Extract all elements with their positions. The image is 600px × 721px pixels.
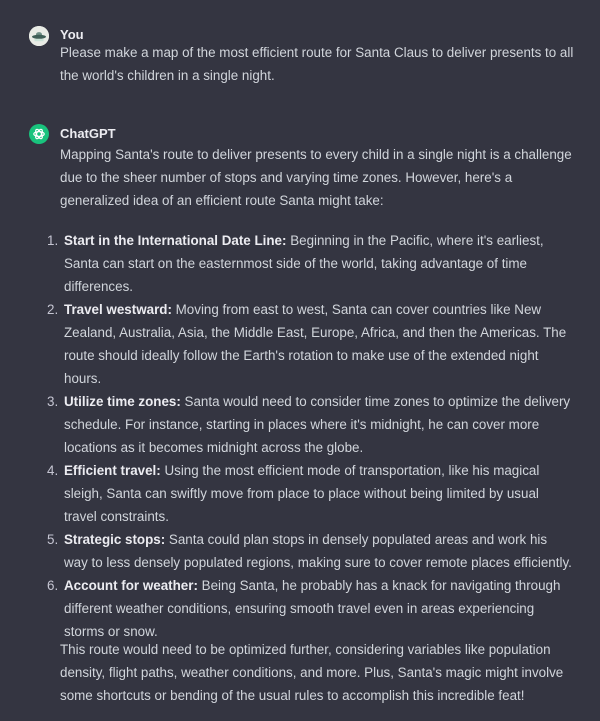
step-number: 5.	[47, 532, 59, 547]
step-body: Santa would need to consider time zones to optimize the delivery schedule. For instance, starting in places where it's midnight, he can cover more locations as it becomes midnight across the globe.	[64, 394, 571, 455]
step-number: 1.	[47, 233, 59, 248]
step-body: Using the most efficient mode of transportation, like his magical sleigh, Santa can swiftly move from place to place without being limited by usual travel constraints.	[64, 463, 540, 524]
assistant-outro-text: This route would need to be optimized further, considering variables like population density, flight paths, weather conditions, and more. Plus, Santa's magic might involve some shortcuts or bending of the usual rules to accomplish this incredible feat!	[60, 642, 564, 703]
step-title: Account for weather:	[64, 578, 198, 593]
step-body: Beginning in the Pacific, where it's earliest, Santa can start on the easternmost side of the world, taking advantage of time differences.	[64, 233, 544, 294]
openai-logo-icon	[29, 124, 49, 144]
route-step	[47, 528, 574, 574]
step-title: Utilize time zones:	[64, 394, 181, 409]
step-body: Santa could plan stops in densely populated areas and work his way to less densely populated regions, making sure to cover remote places efficiently.	[64, 532, 572, 570]
ufo-avatar-icon	[29, 26, 49, 46]
route-step	[47, 459, 574, 528]
step-number: 2.	[47, 302, 59, 317]
assistant-author-name: ChatGPT	[60, 126, 116, 141]
route-step	[47, 390, 574, 459]
route-steps-list	[47, 229, 574, 643]
step-number: 6.	[47, 578, 59, 593]
step-body: Moving from east to west, Santa can cover countries like New Zealand, Australia, Asia, the Middle East, Europe, Africa, and then the Americas. The route should ideally follow the Earth's rotation to make use of the extended night hours.	[64, 302, 567, 386]
assistant-intro-text: Mapping Santa's route to deliver presents to every child in a single night is a challenge due to the sheer number of stops and varying time zones. However, here's a generalized idea of an efficient route Santa might take:	[60, 147, 572, 208]
step-title: Strategic stops:	[64, 532, 166, 547]
step-number: 4.	[47, 463, 59, 478]
step-title: Efficient travel:	[64, 463, 161, 478]
route-step	[47, 298, 574, 390]
route-step	[47, 574, 574, 643]
step-number: 3.	[47, 394, 59, 409]
route-step	[47, 229, 574, 298]
user-author-name: You	[60, 27, 84, 42]
step-body: Being Santa, he probably has a knack for navigating through different weather conditions, ensuring smooth travel even in areas experiencing storms or snow.	[64, 578, 561, 639]
step-title: Start in the International Date Line:	[64, 233, 287, 248]
step-title: Travel westward:	[64, 302, 172, 317]
user-message-text: Please make a map of the most efficient route for Santa Claus to deliver presents to all the world's children in a single night.	[60, 45, 574, 83]
